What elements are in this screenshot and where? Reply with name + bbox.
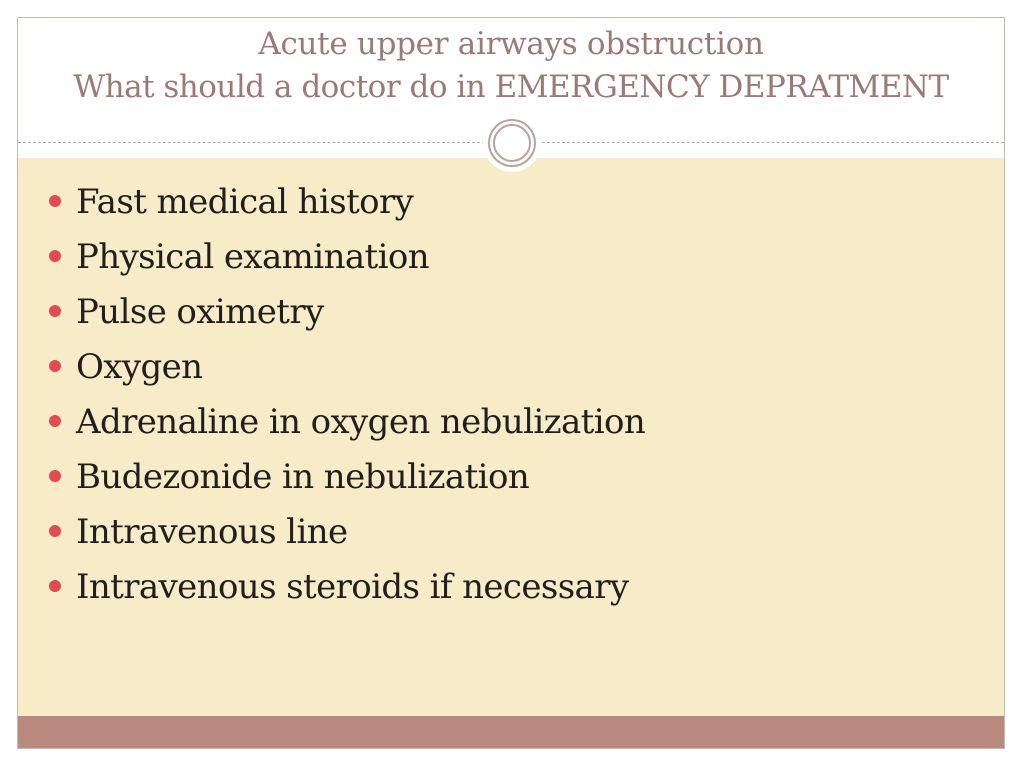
bullet-dot-icon (49, 415, 61, 427)
bullet-text: Intravenous line (76, 512, 348, 552)
bullet-text: Oxygen (76, 347, 203, 387)
bullet-dot-icon (49, 305, 61, 317)
bullet-dot-icon (49, 360, 61, 372)
list-item (48, 401, 645, 456)
footer-bar (18, 716, 1004, 748)
bullet-dot-icon (49, 250, 61, 262)
bullet-dot-icon (49, 580, 61, 592)
bullet-text: Fast medical history (76, 182, 414, 222)
ornament-outer-ring (488, 119, 536, 167)
ornament-inner-ring (493, 124, 531, 162)
bullet-text: Intravenous steroids if necessary (76, 567, 629, 607)
bullet-text: Budezonide in nebulization (76, 457, 530, 497)
double-circle-ornament-icon (483, 114, 541, 172)
list-item (48, 236, 645, 291)
list-item (48, 511, 645, 566)
list-item (48, 456, 645, 511)
slide-subtitle: What should a doctor do in EMERGENCY DEPRATMENT (73, 69, 949, 105)
slide (17, 17, 1005, 749)
bullet-list (48, 181, 645, 621)
bullet-dot-icon (49, 195, 61, 207)
list-item (48, 346, 645, 401)
slide-title: Acute upper airways obstruction (258, 26, 764, 62)
bullet-text: Pulse oximetry (76, 292, 324, 332)
bullet-text: Physical examination (76, 237, 430, 277)
list-item (48, 181, 645, 236)
bullet-dot-icon (49, 525, 61, 537)
bullet-text: Adrenaline in oxygen nebulization (76, 402, 646, 442)
bullet-dot-icon (49, 470, 61, 482)
list-item (48, 291, 645, 346)
list-item (48, 566, 645, 621)
